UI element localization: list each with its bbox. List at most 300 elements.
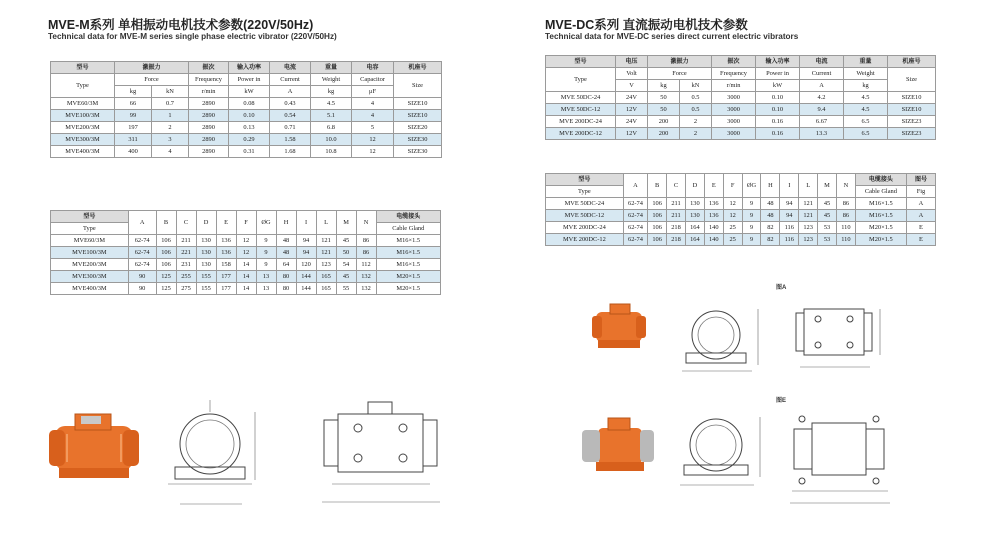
table-cell: SIZE10 [888, 92, 936, 104]
column-header: Capacitor [352, 74, 394, 86]
table-cell: SIZE10 [394, 98, 442, 110]
table-cell: 4.5 [844, 92, 888, 104]
table-cell: A [906, 198, 935, 210]
table-cell: 120 [296, 259, 316, 271]
table-cell: 9 [256, 235, 276, 247]
table-cell: M16×1.5 [855, 198, 906, 210]
table-cell: 2 [152, 122, 189, 134]
column-header: E [704, 174, 723, 198]
table-cell: 275 [176, 283, 196, 295]
table-cell: SIZE30 [394, 146, 442, 158]
table-cell: 86 [836, 210, 855, 222]
table-cell: A [906, 210, 935, 222]
column-header: 型号 [546, 56, 616, 68]
mve-m-side-view-drawing [318, 392, 448, 517]
table-row [51, 134, 442, 146]
fig-e-front-view-drawing [676, 405, 776, 505]
table-cell: E [906, 234, 935, 246]
table-cell: 158 [216, 259, 236, 271]
table-cell: 3000 [712, 116, 756, 128]
table-cell: 6.8 [311, 122, 352, 134]
table-cell: SIZE23 [888, 116, 936, 128]
table-cell: 155 [196, 283, 216, 295]
column-header: 图号 [906, 174, 935, 186]
table-cell: 1 [152, 110, 189, 122]
table-cell: MVE100/3M [51, 110, 115, 122]
table-cell: 14 [236, 271, 256, 283]
table-row [51, 235, 441, 247]
table-cell: M20×1.5 [376, 283, 440, 295]
column-header: E [216, 211, 236, 235]
table-cell: 94 [780, 198, 799, 210]
column-header: ØG [742, 174, 761, 198]
column-header: 振次 [189, 62, 229, 74]
column-header: M [818, 174, 837, 198]
dc-small-motor-photo [590, 300, 650, 355]
table-cell: 62-74 [128, 235, 156, 247]
column-header: C [667, 174, 686, 198]
table-cell: 62-74 [128, 259, 156, 271]
table-cell: 9 [742, 210, 761, 222]
column-header: A [623, 174, 647, 198]
column-header: Size [394, 74, 442, 98]
table-cell: 0.10 [756, 104, 800, 116]
column-header: Force [115, 74, 189, 86]
table-header-row [546, 68, 936, 80]
table-cell: 12V [616, 104, 648, 116]
table-cell: 45 [818, 210, 837, 222]
table-cell: 136 [704, 210, 723, 222]
table-cell: 400 [115, 146, 152, 158]
table-cell: 45 [818, 198, 837, 210]
table-cell: 2 [680, 128, 712, 140]
column-header: Cable Gland [376, 223, 440, 235]
table-cell: 50 [648, 104, 680, 116]
table-cell: 50 [648, 92, 680, 104]
unit-label: kg [311, 86, 352, 98]
table-cell: 25 [723, 234, 742, 246]
fig-e-label: 图E [776, 398, 787, 404]
table-row [51, 98, 442, 110]
table-cell: 136 [216, 235, 236, 247]
table-cell: 12 [352, 146, 394, 158]
table-cell: 3000 [712, 104, 756, 116]
unit-label: kW [229, 86, 270, 98]
table-cell: 106 [648, 222, 667, 234]
table-row [51, 247, 441, 259]
unit-label: kg [844, 80, 888, 92]
table-cell: MVE400/3M [51, 283, 129, 295]
column-header: 机座号 [394, 62, 442, 74]
table-cell: MVE200/3M [51, 259, 129, 271]
column-header: N [836, 174, 855, 198]
fig-a-side-view-drawing [790, 295, 890, 385]
column-header: Power in [229, 74, 270, 86]
table-cell: SIZE10 [394, 110, 442, 122]
table-header-row [51, 74, 442, 86]
table-cell: 24V [616, 116, 648, 128]
table-cell: 10.0 [311, 134, 352, 146]
column-header: Current [270, 74, 311, 86]
table-cell: 66 [115, 98, 152, 110]
dc-large-motor-photo [578, 412, 658, 482]
column-header: 输入功率 [229, 62, 270, 74]
table-cell: 1.68 [270, 146, 311, 158]
mve-m-front-view-drawing [160, 392, 270, 517]
table-cell: 106 [648, 210, 667, 222]
table-cell: M20×1.5 [376, 271, 440, 283]
table-cell: 165 [316, 283, 336, 295]
table-cell: 136 [216, 247, 236, 259]
column-header: Type [51, 74, 115, 98]
unit-label: A [800, 80, 844, 92]
table-cell: 54 [336, 259, 356, 271]
table-cell: 0.5 [680, 104, 712, 116]
table-cell: 12 [236, 235, 256, 247]
table-cell: MVE 200DC-12 [546, 128, 616, 140]
table-cell: 218 [667, 222, 686, 234]
table-cell: 125 [156, 283, 176, 295]
table-cell: 90 [128, 283, 156, 295]
m-series-spec-table [50, 61, 442, 158]
table-cell: 4.5 [844, 104, 888, 116]
table-cell: M20×1.5 [855, 234, 906, 246]
table-row [546, 210, 936, 222]
table-cell: 4.2 [800, 92, 844, 104]
table-cell: 45 [336, 235, 356, 247]
table-cell: MVE 50DC-12 [546, 210, 624, 222]
table-cell: 106 [156, 259, 176, 271]
table-cell: 6.5 [844, 128, 888, 140]
table-cell: 130 [196, 247, 216, 259]
table-cell: MVE200/3M [51, 122, 115, 134]
column-header: N [356, 211, 376, 235]
table-cell: 121 [316, 247, 336, 259]
table-cell: 130 [685, 210, 704, 222]
table-cell: 62-74 [128, 247, 156, 259]
table-cell: 144 [296, 271, 316, 283]
column-header: Volt [616, 68, 648, 80]
table-cell: 24V [616, 92, 648, 104]
table-cell: 99 [115, 110, 152, 122]
column-header: Weight [311, 74, 352, 86]
table-cell: 53 [818, 222, 837, 234]
table-cell: 55 [336, 283, 356, 295]
column-header: 重量 [844, 56, 888, 68]
table-row [51, 122, 442, 134]
table-cell: 80 [276, 283, 296, 295]
table-cell: 130 [196, 259, 216, 271]
table-cell: 177 [216, 271, 236, 283]
column-header: F [723, 174, 742, 198]
table-cell: 165 [316, 271, 336, 283]
table-cell: 25 [723, 222, 742, 234]
table-cell: 3 [152, 134, 189, 146]
column-header: Size [888, 68, 936, 92]
table-cell: 132 [356, 271, 376, 283]
table-cell: 177 [216, 283, 236, 295]
table-cell: 155 [196, 271, 216, 283]
table-cell: 9.4 [800, 104, 844, 116]
table-cell: 9 [256, 259, 276, 271]
unit-label: r/min [712, 80, 756, 92]
table-cell: 0.13 [229, 122, 270, 134]
table-cell: 106 [648, 234, 667, 246]
table-cell: 13.3 [800, 128, 844, 140]
table-cell: SIZE23 [888, 128, 936, 140]
table-cell: 13 [256, 283, 276, 295]
column-header: 输入功率 [756, 56, 800, 68]
table-row [51, 271, 441, 283]
table-cell: 45 [336, 271, 356, 283]
table-cell: MVE400/3M [51, 146, 115, 158]
table-cell: 12 [723, 198, 742, 210]
column-header: 重量 [311, 62, 352, 74]
column-header: L [799, 174, 818, 198]
table-cell: 123 [799, 222, 818, 234]
column-header: Fig [906, 186, 935, 198]
table-cell: 62-74 [623, 198, 647, 210]
column-header: H [761, 174, 780, 198]
table-cell: 10.8 [311, 146, 352, 158]
column-header: F [236, 211, 256, 235]
column-header: Type [546, 68, 616, 92]
table-cell: 86 [356, 235, 376, 247]
table-cell: 121 [316, 235, 336, 247]
table-cell: 0.16 [756, 116, 800, 128]
unit-label: kN [152, 86, 189, 98]
table-cell: 14 [236, 259, 256, 271]
table-cell: 48 [761, 198, 780, 210]
column-header: 振次 [712, 56, 756, 68]
table-cell: 2 [680, 116, 712, 128]
table-cell: 9 [742, 222, 761, 234]
table-cell: 116 [780, 234, 799, 246]
table-cell: MVE 50DC-24 [546, 198, 624, 210]
table-row [546, 92, 936, 104]
table-row [546, 222, 936, 234]
column-header: 电缆接头 [376, 211, 440, 223]
table-cell: 164 [685, 222, 704, 234]
table-header-row [546, 174, 936, 186]
table-cell: 211 [667, 210, 686, 222]
dc-series-title: MVE-DC系列 直流振动电机技术参数 [545, 18, 748, 32]
column-header: Frequency [189, 74, 229, 86]
table-cell: 5 [352, 122, 394, 134]
column-header: 电压 [616, 56, 648, 68]
table-cell: 200 [648, 116, 680, 128]
column-header: ØG [256, 211, 276, 235]
column-header: 型号 [546, 174, 624, 186]
table-cell: MVE 200DC-24 [546, 116, 616, 128]
table-cell: 2890 [189, 146, 229, 158]
table-cell: 9 [256, 247, 276, 259]
table-cell: 197 [115, 122, 152, 134]
table-cell: 94 [296, 235, 316, 247]
column-header: H [276, 211, 296, 235]
table-cell: 4.5 [311, 98, 352, 110]
table-cell: 4 [352, 98, 394, 110]
column-header: Power in [756, 68, 800, 80]
table-cell: 12 [723, 210, 742, 222]
table-header-row [51, 211, 441, 223]
column-header: Type [546, 186, 624, 198]
dc-series-dimension-table [545, 173, 936, 246]
column-header: D [685, 174, 704, 198]
table-cell: 136 [704, 198, 723, 210]
table-cell: 13 [256, 271, 276, 283]
table-cell: MVE 50DC-12 [546, 104, 616, 116]
unit-label: r/min [189, 86, 229, 98]
table-cell: 50 [336, 247, 356, 259]
unit-label: A [270, 86, 311, 98]
table-cell: 132 [356, 283, 376, 295]
column-header: Force [648, 68, 712, 80]
table-cell: 48 [761, 210, 780, 222]
table-cell: MVE 200DC-24 [546, 222, 624, 234]
table-cell: 4 [352, 110, 394, 122]
m-series-title: MVE-M系列 单相振动电机技术参数(220V/50Hz) [48, 18, 314, 32]
column-header: Weight [844, 68, 888, 80]
table-cell: 82 [761, 234, 780, 246]
table-cell: MVE60/3M [51, 98, 115, 110]
table-cell: SIZE10 [888, 104, 936, 116]
dc-series-subtitle: Technical data for MVE-DC series direct current electric vibrators [545, 32, 799, 41]
table-row [51, 259, 441, 271]
table-cell: MVE60/3M [51, 235, 129, 247]
column-header: B [156, 211, 176, 235]
table-cell: 0.71 [270, 122, 311, 134]
table-cell: 94 [296, 247, 316, 259]
unit-label: kg [115, 86, 152, 98]
fig-e-side-view-drawing [786, 405, 896, 510]
table-cell: 116 [780, 222, 799, 234]
table-cell: MVE 50DC-24 [546, 92, 616, 104]
column-header: B [648, 174, 667, 198]
table-row [51, 283, 441, 295]
table-cell: 5.1 [311, 110, 352, 122]
table-cell: 12 [352, 134, 394, 146]
table-cell: 62-74 [623, 234, 647, 246]
unit-label: V [616, 80, 648, 92]
table-cell: 0.10 [756, 92, 800, 104]
column-header: C [176, 211, 196, 235]
table-row [546, 198, 936, 210]
table-cell: 0.5 [680, 92, 712, 104]
table-row [546, 234, 936, 246]
table-cell: MVE300/3M [51, 134, 115, 146]
column-header: 电容 [352, 62, 394, 74]
column-header: D [196, 211, 216, 235]
unit-label: kg [648, 80, 680, 92]
table-cell: 221 [176, 247, 196, 259]
table-cell: 12V [616, 128, 648, 140]
table-row [51, 146, 442, 158]
column-header: Current [800, 68, 844, 80]
table-cell: 62-74 [623, 210, 647, 222]
table-row [546, 116, 936, 128]
column-header: 电缆接头 [855, 174, 906, 186]
table-cell: 0.43 [270, 98, 311, 110]
table-row [51, 110, 442, 122]
table-cell: 6.5 [844, 116, 888, 128]
table-cell: 0.7 [152, 98, 189, 110]
column-header: Type [51, 223, 129, 235]
table-cell: 211 [176, 235, 196, 247]
table-cell: 112 [356, 259, 376, 271]
column-header: I [296, 211, 316, 235]
table-cell: 3000 [712, 128, 756, 140]
table-cell: 2890 [189, 98, 229, 110]
table-cell: MVE100/3M [51, 247, 129, 259]
table-cell: 0.54 [270, 110, 311, 122]
table-cell: M20×1.5 [855, 222, 906, 234]
table-cell: 86 [356, 247, 376, 259]
table-cell: SIZE30 [394, 134, 442, 146]
column-header: 机座号 [888, 56, 936, 68]
table-cell: M16×1.5 [376, 247, 440, 259]
table-cell: 90 [128, 271, 156, 283]
column-header: 电流 [270, 62, 311, 74]
column-header: 电流 [800, 56, 844, 68]
table-cell: 82 [761, 222, 780, 234]
table-cell: 231 [176, 259, 196, 271]
table-cell: 121 [799, 210, 818, 222]
table-cell: 48 [276, 247, 296, 259]
table-row [546, 104, 936, 116]
table-cell: 0.31 [229, 146, 270, 158]
unit-label: μF [352, 86, 394, 98]
table-cell: 86 [836, 198, 855, 210]
table-cell: 9 [742, 234, 761, 246]
table-cell: 311 [115, 134, 152, 146]
table-cell: 140 [704, 234, 723, 246]
table-cell: 2890 [189, 110, 229, 122]
column-header: 激振力 [115, 62, 189, 74]
table-cell: 14 [236, 283, 256, 295]
table-cell: MVE 200DC-12 [546, 234, 624, 246]
table-cell: 144 [296, 283, 316, 295]
table-cell: 130 [685, 198, 704, 210]
table-cell: 106 [156, 247, 176, 259]
table-cell: 125 [156, 271, 176, 283]
table-cell: 62-74 [623, 222, 647, 234]
table-cell: 0.10 [229, 110, 270, 122]
column-header: A [128, 211, 156, 235]
table-cell: M16×1.5 [376, 235, 440, 247]
fig-a-front-view-drawing [676, 295, 776, 385]
m-series-subtitle: Technical data for MVE-M series single phase electric vibrator (220V/50Hz) [48, 32, 337, 41]
table-cell: 164 [685, 234, 704, 246]
table-cell: 211 [667, 198, 686, 210]
column-header: Frequency [712, 68, 756, 80]
column-header: I [780, 174, 799, 198]
table-cell: 53 [818, 234, 837, 246]
table-cell: MVE300/3M [51, 271, 129, 283]
table-cell: 3000 [712, 92, 756, 104]
table-cell: 12 [236, 247, 256, 259]
table-header-row [51, 62, 442, 74]
table-cell: 6.67 [800, 116, 844, 128]
table-cell: 80 [276, 271, 296, 283]
table-cell: 0.29 [229, 134, 270, 146]
table-cell: 1.58 [270, 134, 311, 146]
table-cell: 255 [176, 271, 196, 283]
fig-a-label: 图A [776, 285, 787, 291]
table-cell: SIZE20 [394, 122, 442, 134]
table-cell: 0.16 [756, 128, 800, 140]
table-cell: 110 [836, 234, 855, 246]
